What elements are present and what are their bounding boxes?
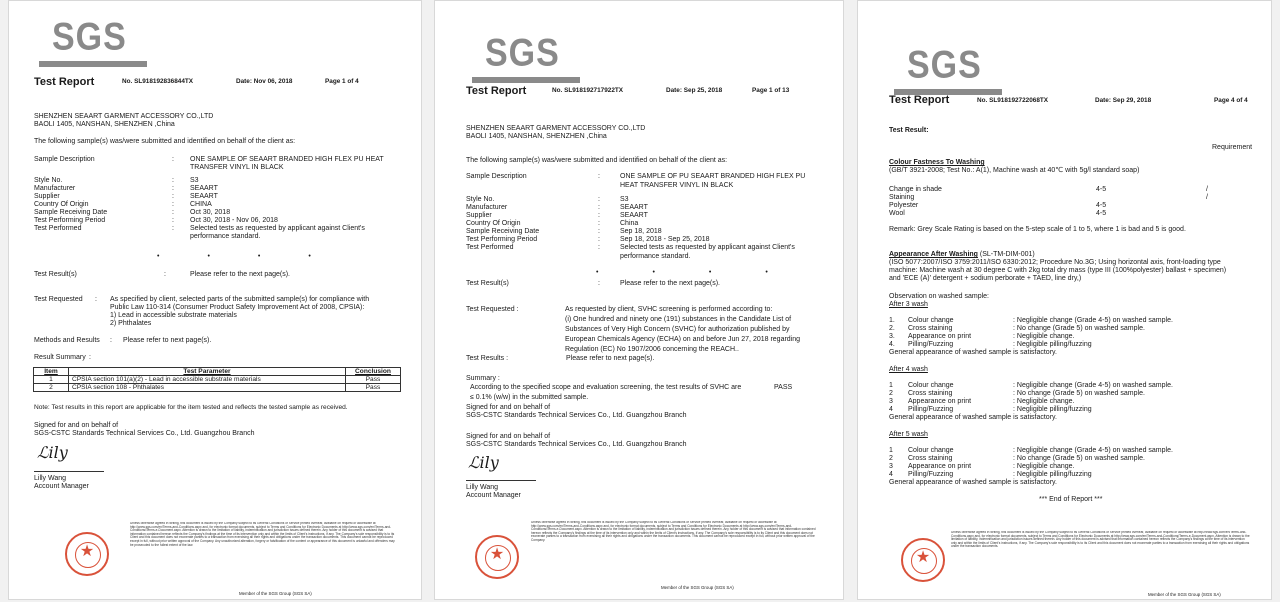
wash-group-title: After 5 wash — [889, 431, 928, 438]
signer-title: Account Manager — [466, 492, 521, 499]
summary-label: Summary : — [466, 375, 500, 382]
field-label: Manufacturer — [466, 204, 508, 211]
star-icon: ★ — [915, 549, 931, 566]
table-row: 1 CPSIA section 101(a)(2) - Lead in accessible substrate materials Pass — [34, 376, 401, 384]
wash-group-title: After 3 wash — [889, 301, 928, 308]
field-label: Sample Receiving Date — [34, 209, 108, 216]
wash-row-number: 3 — [889, 463, 893, 470]
report-number: No. SL918192836844TX — [122, 78, 194, 85]
field-value: SEAART — [620, 212, 648, 219]
field-label: Sample Description — [34, 156, 95, 163]
cf-row-label: Change in shade — [889, 186, 942, 193]
colour-fastness-standard: (GB/T 3921-2008; Test No.: A(1), Machine wash at 40℃ with 5g/l standard soap) — [889, 167, 1140, 174]
test-requested-line: Substances of Very High Concern (SVHC) for authorization published by — [565, 326, 790, 333]
wash-row-label: Appearance on print — [908, 463, 972, 470]
wash-row-result: : Negligible change. — [1013, 463, 1075, 470]
wash-row-number: 3 — [889, 398, 893, 405]
wash-row-number: 4 — [889, 406, 893, 413]
wash-row-label: Pilling/Fuzzing — [908, 341, 954, 348]
field-label: Supplier — [34, 193, 60, 200]
col-header-item: Item — [34, 368, 69, 376]
report-title: Test Report — [466, 85, 527, 97]
report-date: Date: Nov 06, 2018 — [236, 78, 293, 85]
logo-bar — [472, 77, 580, 83]
summary-line-2: ≤ 0.1% (w/w) in the submitted sample. — [470, 394, 589, 401]
test-results-value: Please refer to the next page(s). — [620, 280, 720, 287]
signed-line-2: SGS-CSTC Standards Technical Services Co., Ltd. Guangzhou Branch — [34, 430, 255, 437]
signed-line-1b: Signed for and on behalf of — [466, 433, 551, 440]
wash-row-label: Appearance on print — [908, 398, 972, 405]
separator-dots: •••• — [157, 253, 359, 260]
intro-text: The following sample(s) was/were submitted and identified on behalf of the client as: — [466, 157, 728, 164]
field-value: SEAART — [190, 185, 218, 192]
star-icon: ★ — [79, 543, 95, 560]
field-colon: : — [172, 209, 174, 216]
field-colon: : — [598, 244, 600, 251]
report-date: Date: Sep 25, 2018 — [666, 87, 723, 94]
signature: ℒily — [468, 453, 499, 472]
signer-name: Lilly Wang — [466, 484, 499, 491]
client-address: BAOLI 1405, NANSHAN, SHENZHEN ,China — [34, 121, 175, 128]
field-value: SEAART — [620, 204, 648, 211]
footer-member: Member of the SGS Group (SGS SA) — [1148, 592, 1221, 597]
sgs-logo: SGS — [52, 15, 127, 59]
report-number: No. SL918192722068TX — [977, 97, 1049, 104]
wash-row-result: : Negligible change. — [1013, 398, 1075, 405]
wash-row-label: Pilling/Fuzzing — [908, 406, 954, 413]
wash-row-number: 2 — [889, 390, 893, 397]
methods-label: Methods and Results — [34, 337, 100, 344]
client-company: SHENZHEN SEAART GARMENT ACCESSORY CO.,LTD — [34, 113, 214, 120]
field-label: Test Performed — [466, 244, 514, 251]
test-requested-label: Test Requested — [34, 296, 83, 303]
page-number: Page 4 of 4 — [1214, 97, 1248, 104]
test-requested-line: (i) One hundred and ninety one (191) substances in the Candidate List of — [565, 316, 792, 323]
field-value: Oct 30, 2018 - Nov 06, 2018 — [190, 217, 278, 224]
report-number: No. SL918192717922TX — [552, 87, 624, 94]
signature-line — [466, 480, 536, 481]
field-label: Country Of Origin — [34, 201, 89, 208]
field-label: Sample Receiving Date — [466, 228, 540, 235]
field-label: Supplier — [466, 212, 492, 219]
field-value: Selected tests as requested by applicant against Client's — [620, 244, 795, 251]
field-label: Manufacturer — [34, 185, 76, 192]
wash-row-number: 2 — [889, 455, 893, 462]
field-label: Test Performing Period — [34, 217, 106, 224]
terms-fine-print: Unless otherwise agreed in writing, this document is issued by the Company subject to its General Conditions of Service printed overleaf, available on request or accessible at http://www.sgs.com/en/Terms-and-Conditions.aspx and, for electronic format documents, subject to Terms and Conditions for Electronic Documents at http://www.sgs.com/en/Terms-and-Conditions/Terms-e-Document.aspx. Attention is drawn to the limitation of liability, indemnification and jurisdiction issues defined therein. Any holder of this document is advised that information contained hereon reflects the Company's findings at the time of its intervention only and within the limits of Client's instructions, if any. The Company's sole responsibility is to its Client and this document does not exonerate parties to a transaction from exercising all their rights and obligations under the transaction documents. — [951, 531, 1250, 549]
wash-general-appearance: General appearance of washed sample is satisfactory. — [889, 479, 1057, 486]
wash-row-number: 4 — [889, 471, 893, 478]
wash-row-label: Appearance on print — [908, 333, 972, 340]
signer-name: Lilly Wang — [34, 475, 67, 482]
test-requested-item-1: 1) Lead in accessible substrate materials — [110, 312, 237, 319]
signed-line-2b: SGS-CSTC Standards Technical Services Co., Ltd. Guangzhou Branch — [466, 441, 687, 448]
field-colon: : — [598, 173, 600, 180]
field-value: S3 — [190, 177, 199, 184]
test-results-label: Test Result(s) — [34, 271, 77, 278]
colour-fastness-title: Colour Fastness To Washing — [889, 159, 985, 166]
summary-line-1: According to the specified scope and evaluation screening, the test results of SVHC are — [470, 384, 742, 391]
signer-title: Account Manager — [34, 483, 89, 490]
test-results-label: Test Result(s) — [466, 280, 509, 287]
appearance-code: (SL-TM-DIM-001) — [977, 251, 1035, 258]
field-value: performance standard. — [620, 253, 691, 260]
sgs-logo: SGS — [485, 31, 560, 75]
wash-row-number: 1 — [889, 447, 893, 454]
wash-row-number: 1. — [889, 317, 895, 324]
field-colon: : — [598, 236, 600, 243]
appearance-title: Appearance After Washing — [889, 251, 978, 258]
field-value: Selected tests as requested by applicant against Client's — [190, 225, 365, 232]
wash-row-label: Colour change — [908, 447, 954, 454]
field-label: Sample Description — [466, 173, 527, 180]
cf-row-value: 4-5 — [1096, 202, 1107, 209]
field-value: HEAT TRANSFER VINYL IN BLACK — [620, 182, 734, 189]
requirement-header: Requirement — [1212, 144, 1253, 151]
cf-row-requirement: / — [1206, 186, 1208, 193]
wash-general-appearance: General appearance of washed sample is satisfactory. — [889, 349, 1057, 356]
wash-group-title: After 4 wash — [889, 366, 928, 373]
wash-row-result: : No change (Grade 5) on washed sample. — [1013, 455, 1145, 462]
field-colon: : — [172, 185, 174, 192]
logo-bar — [39, 61, 147, 67]
company-seal — [65, 532, 109, 576]
wash-row-result: : Negligible change. — [1013, 333, 1075, 340]
wash-row-result: : Negligible pilling/fuzzing — [1013, 406, 1092, 413]
report-title: Test Report — [34, 76, 95, 88]
company-seal — [475, 535, 519, 579]
test-requested-line: Regulation (EC) No 1907/2006 concerning the REACH.. — [565, 346, 739, 353]
field-label: Country Of Origin — [466, 220, 521, 227]
field-value: Oct 30, 2018 — [190, 209, 231, 216]
cf-row-requirement: / — [1206, 194, 1208, 201]
field-colon: : — [172, 201, 174, 208]
field-colon: : — [172, 193, 174, 200]
wash-row-label: Cross staining — [908, 325, 953, 332]
page-number: Page 1 of 4 — [325, 78, 359, 85]
field-colon: : — [172, 156, 174, 163]
signed-line-2a: SGS-CSTC Standards Technical Services Co., Ltd. Guangzhou Branch — [466, 412, 687, 419]
signature-line — [34, 471, 104, 472]
report-page-2: SGS Test Report No. SL918192717922TX Date: Sep 25, 2018 Page 1 of 13 SHENZHEN SEAART GARMENT ACCESSORY CO.,LTD BAOLI 1405, NANSHAN, SHENZHEN ,China The following sample(s) was/were submitted and identified on behalf of the client as: Sample Description : ONE SAMPLE OF PU SEAART BRANDED HIGH FLEX PU HEAT TRANSFER VINYL IN BLACK Style No. : S3 Manufacturer : SEAART Supplier : SEAART Country Of Origin : China Sample Receiving Date : Sep 18, 2018 Test Performing Period : Sep 18, 2018 - Sep 25, 2018 Test Performed : Selected tests as requested by applicant against Client's performance standard. •••• Test Result(s) : Please refer to the next page(s). Test Requested : As requested by client, SVHC screening is performed according to: (i) One hundred and ninety one (191) substances in the Candidate List of Substances of Very High Concern (SVHC) for authorization published by European Chemicals Agency (ECHA) on and before Jun 27, 2018 regarding Regulation (EC) No 1907/2006 concerning the REACH.. Test Results : Please refer to next page(s). Summary : According to the specified scope and evaluation screening, the test results of SVHC are PASS ≤ 0.1% (w/w) in the submitted sample. Signed for and on behalf of SGS-CSTC Standards Technical Services Co., Ltd. Guangzhou Branch Signed for and on behalf of SGS-CSTC Standards Technical Services Co., Ltd. Guangzhou Branch ℒily Lilly Wang Account Manager ★ Unless otherwise agreed in writing, this document is issued by the Company subject to its General Conditions of Service printed overleaf, available on request or accessible at http://www.sgs.com/en/Terms-and-Conditions.aspx and, for electronic format documents, subject to Terms and Conditions for Electronic Documents at http://www.sgs.com/en/Terms-and-Conditions/Terms-e-Document.aspx. Attention is drawn to the limitation of liability, indemnification and jurisdiction issues defined therein. Any holder of this document is advised that information contained hereon reflects the Company's findings at the time of its intervention only and within the limits of Client's instructions, if any. The Company's sole responsibility is to its Client and this document does not exonerate parties to a transaction from exercising all their rights and obligations under the transaction documents. This document cannot be reproduced except in full, without prior written approval of the Company. Member of the SGS Group (SGS SA) — [434, 0, 844, 600]
wash-row-number: 2. — [889, 325, 895, 332]
wash-row-result: : No change (Grade 5) on washed sample. — [1013, 390, 1145, 397]
signature: ℒily — [37, 443, 68, 462]
terms-fine-print: Unless otherwise agreed in writing, this document is issued by the Company subject to its General Conditions of Service printed overleaf, available on request or accessible at http://www.sgs.com/en/Terms-and-Conditions.aspx and, for electronic format documents, subject to Terms and Conditions for Electronic Documents at http://www.sgs.com/en/Terms-and-Conditions/Terms-e-Document.aspx. Attention is drawn to the limitation of liability, indemnification and jurisdiction issues defined therein. Any holder of this document is advised that information contained hereon reflects the Company's findings at the time of its intervention only and within the limits of Client's instructions, if any. The Company's sole responsibility is to its Client and this document does not exonerate parties to a transaction from exercising all their rights and obligations under the transaction documents. This document cannot be reproduced except in full, without prior written approval of the Company. Any unauthorized alteration, forgery or falsification of the content or appearance of this document is unlawful and offenders may be prosecuted to the fullest extent of the law. — [130, 522, 395, 547]
signed-line-1: Signed for and on behalf of — [34, 422, 119, 429]
signed-line-1a: Signed for and on behalf of — [466, 404, 551, 411]
col-header-parameter: Test Parameter — [69, 368, 346, 376]
wash-row-label: Colour change — [908, 317, 954, 324]
field-colon: : — [598, 220, 600, 227]
report-page-1: SGS Test Report No. SL918192836844TX Date: Nov 06, 2018 Page 1 of 4 SHENZHEN SEAART GARMENT ACCESSORY CO.,LTD BAOLI 1405, NANSHAN, SHENZHEN ,China The following sample(s) was/were submitted and identified on behalf of the client as: Sample Description : ONE SAMPLE OF SEAART BRANDED HIGH FLEX PU HEAT TRANSFER VINYL IN BLACK Style No. : S3 Manufacturer : SEAART Supplier : SEAART Country Of Origin : CHINA Sample Receiving Date : Oct 30, 2018 Test Performing Period : Oct 30, 2018 - Nov 06, 2018 Test Performed : Selected tests as requested by applicant against Client's performance standard. •••• Test Result(s) : Please refer to the next page(s). Test Requested : As specified by client, selected parts of the submitted sample(s) for compliance with Public Law 110-314 (Consumer Product Safety Improvement Act of 2008, CPSIA): 1) Lead in accessible substrate materials 2) Phthalates Methods and Results : Please refer to next page(s). Result Summary : Item Test Parameter Conclusion 1 CPSIA section 101(a)(2) - Lead in accessible substrate materials Pass 2 CPSIA section 108 - Phthalates Pass Note: Test results in this report are applicable for the item tested and reflects the tested sample as received. Signed for and on behalf of SGS-CSTC Standards Technical Services Co., Ltd. Guangzhou Branch ℒily Lilly Wang Account Manager ★ Unless otherwise agreed in writing, this document is issued by the Company subject to its General Conditions of Service printed overleaf, available on request or accessible at http://www.sgs.com/en/Terms-and-Conditions.aspx and, for electronic format documents, subject to Terms and Conditions for Electronic Documents at http://www.sgs.com/en/Terms-and-Conditions/Terms-e-Document.aspx. Attention is drawn to the limitation of liability, indemnification and jurisdiction issues defined therein. Any holder of this document is advised that information contained hereon reflects the Company's findings at the time of its intervention only and within the limits of Client's instructions, if any. The Company's sole responsibility is to its Client and this document does not exonerate parties to a transaction from exercising all their rights and obligations under the transaction documents. This document cannot be reproduced except in full, without prior written approval of the Company. Any unauthorized alteration, forgery or falsification of the content or appearance of this document is unlawful and offenders may be prosecuted to the fullest extent of the law. Member of the SGS Group (SGS SA) — [8, 0, 422, 600]
field-value: S3 — [620, 196, 629, 203]
star-icon: ★ — [489, 546, 505, 563]
field-value: SEAART — [190, 193, 218, 200]
appearance-standard-2: machine: Machine wash at 30 degree C with 2kg total dry mass (type III (100%polyester) ballast + specimen) — [889, 267, 1227, 274]
test-requested-label: Test Requested : — [466, 306, 519, 313]
wash-row-number: 1 — [889, 382, 893, 389]
field-label: Test Performed — [34, 225, 82, 232]
wash-row-label: Cross staining — [908, 390, 953, 397]
result-summary-table — [33, 367, 401, 392]
col-header-conclusion: Conclusion — [346, 368, 401, 376]
summary-pass: PASS — [774, 384, 793, 391]
field-label: Test Performing Period — [466, 236, 538, 243]
client-company: SHENZHEN SEAART GARMENT ACCESSORY CO.,LTD — [466, 125, 646, 132]
client-address: BAOLI 1405, NANSHAN, SHENZHEN ,China — [466, 133, 607, 140]
test-requested-item-2: 2) Phthalates — [110, 320, 152, 327]
appearance-heading — [889, 251, 1035, 258]
cf-row-value: 4-5 — [1096, 186, 1107, 193]
wash-row-result: : No change (Grade 5) on washed sample. — [1013, 325, 1145, 332]
footer-member: Member of the SGS Group (SGS SA) — [661, 585, 734, 590]
field-value: ONE SAMPLE OF PU SEAART BRANDED HIGH FLEX PU — [620, 173, 806, 180]
field-value: Sep 18, 2018 - Sep 25, 2018 — [620, 236, 710, 243]
end-of-report: *** End of Report *** — [1039, 496, 1103, 503]
field-colon: : — [598, 228, 600, 235]
test-results2-value: Please refer to next page(s). — [566, 355, 655, 362]
field-colon: : — [172, 177, 174, 184]
wash-row-result: : Negligible pilling/fuzzing — [1013, 341, 1092, 348]
table-row: 2 CPSIA section 108 - Phthalates Pass — [34, 384, 401, 392]
cf-row-label: Polyester — [889, 202, 919, 209]
wash-row-result: : Negligible change (Grade 4-5) on washed sample. — [1013, 447, 1173, 454]
separator-dots: •••• — [596, 269, 822, 276]
terms-fine-print: Unless otherwise agreed in writing, this document is issued by the Company subject to its General Conditions of Service printed overleaf, available on request or accessible at http://www.sgs.com/en/Terms-and-Conditions.aspx and, for electronic format documents, subject to Terms and Conditions for Electronic Documents at http://www.sgs.com/en/Terms-and-Conditions/Terms-e-Document.aspx. Attention is drawn to the limitation of liability, indemnification and jurisdiction issues defined therein. Any holder of this document is advised that information contained hereon reflects the Company's findings at the time of its intervention only and within the limits of Client's instructions, if any. The Company's sole responsibility is to its Client and this document does not exonerate parties to a transaction from exercising all their rights and obligations under the transaction documents. This document cannot be reproduced except in full, without prior written approval of the Company. — [531, 521, 816, 542]
field-colon: : — [598, 196, 600, 203]
report-date: Date: Sep 29, 2018 — [1095, 97, 1152, 104]
wash-row-number: 4. — [889, 341, 895, 348]
test-requested-text-2: Public Law 110-314 (Consumer Product Safety Improvement Act of 2008, CPSIA): — [110, 304, 365, 311]
field-value: CHINA — [190, 201, 212, 208]
field-value: Sep 18, 2018 — [620, 228, 662, 235]
wash-row-result: : Negligible pilling/fuzzing — [1013, 471, 1092, 478]
note-text: Note: Test results in this report are applicable for the item tested and reflects the tested sample as received. — [34, 404, 348, 411]
field-colon: : — [172, 225, 174, 232]
field-colon: : — [598, 204, 600, 211]
company-seal — [901, 538, 945, 582]
report-page-3 — [857, 0, 1272, 600]
test-requested-line: European Chemicals Agency (ECHA) on and before Jun 27, 2018 regarding — [565, 336, 801, 343]
cf-row-label: Wool — [889, 210, 905, 217]
field-label: Style No. — [34, 177, 63, 184]
wash-row-result: : Negligible change (Grade 4-5) on washed sample. — [1013, 317, 1173, 324]
cf-row-label: Staining — [889, 194, 915, 201]
cf-row-value: 4-5 — [1096, 210, 1107, 217]
methods-value: Please refer to next page(s). — [123, 337, 212, 344]
field-value: China — [620, 220, 639, 227]
sgs-logo: SGS — [907, 43, 982, 87]
intro-text: The following sample(s) was/were submitted and identified on behalf of the client as: — [34, 138, 296, 145]
test-results2-label: Test Results : — [466, 355, 509, 362]
wash-general-appearance: General appearance of washed sample is satisfactory. — [889, 414, 1057, 421]
field-value: performance standard. — [190, 233, 261, 240]
field-value: ONE SAMPLE OF SEAART BRANDED HIGH FLEX PU HEAT — [190, 156, 384, 163]
test-result-heading: Test Result: — [889, 127, 929, 134]
remark-text: Remark: Grey Scale Rating is based on the 5-step scale of 1 to 5, where 1 is bad and 5 is good. — [889, 226, 1186, 233]
report-title: Test Report — [889, 94, 950, 106]
observation-label: Observation on washed sample: — [889, 293, 989, 300]
test-requested-text: As specified by client, selected parts of the submitted sample(s) for compliance with — [110, 296, 370, 303]
field-value: TRANSFER VINYL IN BLACK — [190, 164, 284, 171]
wash-row-label: Colour change — [908, 382, 954, 389]
wash-row-result: : Negligible change (Grade 4-5) on washed sample. — [1013, 382, 1173, 389]
page-number: Page 1 of 13 — [752, 87, 790, 94]
footer-member: Member of the SGS Group (SGS SA) — [239, 591, 312, 596]
field-colon: : — [598, 212, 600, 219]
appearance-standard-1: (ISO 5077:2007/ISO 3759:2011/ISO 6330:2012; Procedure No.3G; Using horizontal axis, front-loading type — [889, 259, 1221, 266]
wash-row-label: Pilling/Fuzzing — [908, 471, 954, 478]
field-label: Style No. — [466, 196, 495, 203]
field-colon: : — [172, 217, 174, 224]
table-header-row — [34, 368, 401, 376]
result-summary-label: Result Summary — [34, 354, 86, 361]
test-results-value: Please refer to the next page(s). — [190, 271, 290, 278]
appearance-standard-3: and 'ECE (A)' detergent + sodium perborate + TAED, line dry,) — [889, 275, 1082, 282]
wash-row-number: 3. — [889, 333, 895, 340]
test-requested-line: As requested by client, SVHC screening is performed according to: — [565, 306, 773, 313]
wash-row-label: Cross staining — [908, 455, 953, 462]
